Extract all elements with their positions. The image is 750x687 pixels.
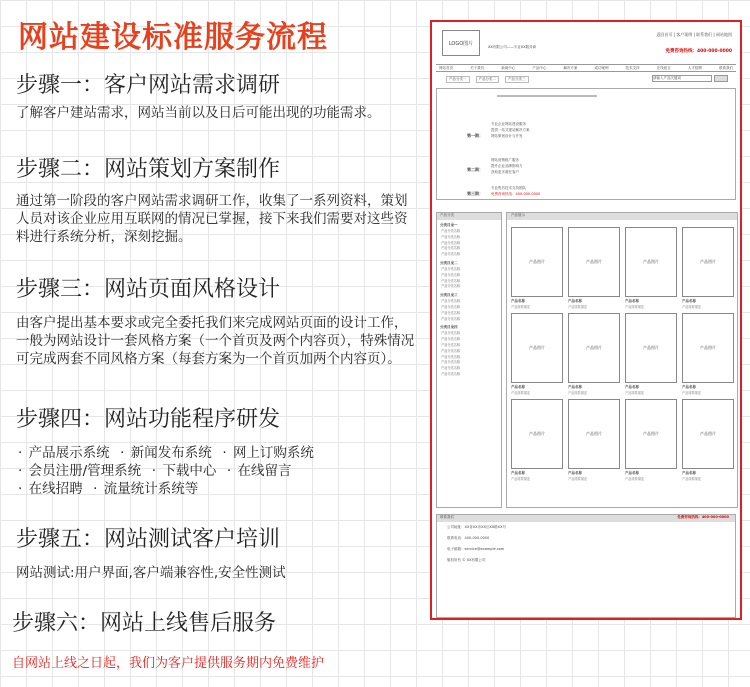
product-card xyxy=(568,227,620,309)
product-area-header: 产品展示 xyxy=(507,213,737,220)
banner-text xyxy=(491,185,540,197)
bullet-row xyxy=(18,480,418,498)
step4-heading: 步骤四：网站功能程序研发 xyxy=(16,407,281,432)
product-image: 产品图片 xyxy=(511,313,563,383)
footer-hotline: 免费咨询热线：400-000-0000 xyxy=(677,515,729,519)
product-name: 产品名称 xyxy=(682,299,696,303)
nav-item: 在线留言 xyxy=(656,65,671,70)
banner-step: 第一期： xyxy=(467,133,483,138)
step5-heading: 步骤五：网站测试客户培训 xyxy=(16,527,281,552)
product-card xyxy=(625,227,677,309)
sidebar-item: 产品分类名称 xyxy=(441,331,461,336)
step2-desc: 通过第一阶段的客户网站需求调研工作，收集了一系列资料，策划人员对该企业应用互联网的情况已掌握，接下来我们需要对这些资料进行系统分析，深刻挖掘。 xyxy=(16,193,408,245)
sidebar-group: 分类目录三 xyxy=(440,293,458,298)
nav-item: 网站首页 xyxy=(439,65,453,70)
bullet-item: 在线留言 xyxy=(237,463,292,479)
bullet-item: · xyxy=(218,445,231,461)
nav-item: 成功案例 xyxy=(594,65,609,70)
nav-item: 新闻中心 xyxy=(501,65,516,70)
logo-placeholder: LOGO图片 xyxy=(442,30,480,56)
product-name: 产品名称 xyxy=(511,385,525,389)
bullet-row xyxy=(18,444,418,462)
step3-heading: 步骤三：网站页面风格设计 xyxy=(16,277,281,302)
sidebar-item: 产品分类名称 xyxy=(441,316,461,321)
website-mockup xyxy=(430,20,742,620)
product-image: 产品图片 xyxy=(568,227,620,297)
product-image: 产品图片 xyxy=(568,399,620,469)
product-image: 产品图片 xyxy=(511,227,563,297)
product-desc: 产品简要描述 xyxy=(682,477,702,481)
product-desc: 产品简要描述 xyxy=(625,305,645,309)
product-name: 产品名称 xyxy=(568,471,582,475)
footer-title: 联系我们 xyxy=(440,515,454,519)
banner-text-line: 提供一站式建站解决方案 xyxy=(491,128,530,132)
subnav-item: 产品分类一 xyxy=(446,76,470,83)
nav-item: 人才招聘 xyxy=(687,65,702,70)
sidebar-group: 分类目录一 xyxy=(440,223,458,227)
step1-heading: 步骤一：客户网站需求调研 xyxy=(16,73,281,98)
sidebar-item: 产品分类名称 xyxy=(441,240,461,245)
product-image: 产品图片 xyxy=(511,399,563,469)
product-card xyxy=(682,227,734,309)
product-grid xyxy=(511,227,734,481)
banner-line xyxy=(497,95,597,97)
top-links: 返回首页 | 客户案例 | 联系我们 | 网站地图 xyxy=(656,32,732,37)
sidebar-group: 分类目录二 xyxy=(440,260,458,265)
banner-text-line: 专业企业网站建设服务 xyxy=(491,122,526,126)
step2-heading: 步骤二：网站策划方案制作 xyxy=(16,157,281,182)
banner-text-line: 网站营销推广服务 xyxy=(491,158,519,162)
product-sidebar xyxy=(436,212,502,508)
product-name: 产品名称 xyxy=(682,471,696,475)
product-card xyxy=(511,313,563,395)
sidebar-item: 产品分类名称 xyxy=(441,348,461,353)
product-area xyxy=(506,212,738,508)
bullet-item: · xyxy=(88,481,102,497)
banner-text-line: 免费咨询热线：400-000-0000 xyxy=(491,192,541,196)
sidebar-item: 产品分类名称 xyxy=(441,246,461,251)
hotline: 免费咨询热线：400-000-0000 xyxy=(665,49,732,54)
product-card xyxy=(625,399,677,481)
slogan: XX有限公司——专业XX服务商 xyxy=(488,45,537,49)
product-desc: 产品简要描述 xyxy=(568,305,588,309)
bullet-item: · xyxy=(222,463,236,479)
footer-line: 版权所有 © XX有限公司 xyxy=(447,558,486,562)
subnav-item: 产品分类三 xyxy=(505,76,529,83)
product-name: 产品名称 xyxy=(625,471,639,475)
footer-line: 公司地址：XX省XX市XX区XX路XX号 xyxy=(447,525,506,529)
bullet-row xyxy=(18,462,418,480)
banner xyxy=(436,88,736,200)
banner-text xyxy=(491,121,530,139)
sidebar-item: 产品分类名称 xyxy=(441,310,461,315)
banner-text-line: 提升企业品牌影响力 xyxy=(491,164,523,168)
product-name: 产品名称 xyxy=(682,385,696,389)
step5-desc: 网站测试:用户界面,客户端兼容性,安全性测试 xyxy=(16,565,286,581)
bullet-item: · xyxy=(147,463,161,479)
step3-desc: 由客户提出基本要求或完全委托我们来完成网站页面的设计工作，一般为网站设计一套风格方案（一个首页及两个内容页），特殊情况可完成两套不同风格方案（每套方案为一个首页加两个内容页）。 xyxy=(16,315,415,367)
bullet-item: · xyxy=(18,463,27,479)
product-name: 产品名称 xyxy=(568,299,582,303)
sidebar-item: 产品分类名称 xyxy=(441,266,461,271)
product-name: 产品名称 xyxy=(511,299,525,303)
nav-item: 联系我们 xyxy=(718,65,733,70)
product-image: 产品图片 xyxy=(625,399,677,469)
sidebar-item: 产品分类名称 xyxy=(441,304,461,309)
product-desc: 产品简要描述 xyxy=(511,391,531,395)
product-card xyxy=(568,399,620,481)
bullet-item: 流量统计系统等 xyxy=(103,481,199,497)
product-image: 产品图片 xyxy=(682,313,734,383)
banner-text-line: 获取更多潜在客户 xyxy=(491,170,519,174)
nav-item: 技术支持 xyxy=(625,65,640,70)
sidebar-item: 产品分类名称 xyxy=(441,360,461,365)
nav-item: 关于我们 xyxy=(470,65,485,70)
footer-header xyxy=(437,515,735,522)
bullet-item: · xyxy=(18,445,27,461)
step4-bullet-list xyxy=(18,444,418,498)
product-image: 产品图片 xyxy=(682,399,734,469)
banner-text xyxy=(491,157,523,175)
product-desc: 产品简要描述 xyxy=(625,477,645,481)
product-desc: 产品简要描述 xyxy=(682,391,702,395)
nav-item: 解决方案 xyxy=(563,65,578,70)
bullet-item: · xyxy=(18,481,27,497)
sidebar-item: 产品分类名称 xyxy=(441,354,461,359)
product-card xyxy=(682,399,734,481)
product-card xyxy=(625,313,677,395)
step1-desc: 了解客户建站需求，网站当前以及日后可能出现的功能需求。 xyxy=(16,105,381,121)
banner-step: 第二期： xyxy=(467,167,483,172)
product-desc: 产品简要描述 xyxy=(682,305,702,309)
step6-desc: 自网站上线之日起，我们为客户提供服务期内免费维护 xyxy=(12,656,325,671)
bullet-item: 新闻发布系统 xyxy=(130,445,212,461)
banner-step: 第三期： xyxy=(467,191,483,196)
bullet-item: 在线招聘 xyxy=(28,481,83,497)
banner-text-line: 专业售后技术支持团队 xyxy=(491,186,526,190)
step6-heading: 步骤六：网站上线售后服务 xyxy=(12,611,277,636)
product-name: 产品名称 xyxy=(511,471,525,475)
page-title: 网站建设标准服务流程 xyxy=(18,20,328,55)
nav-item: 产品中心 xyxy=(532,65,547,70)
product-image: 产品图片 xyxy=(625,313,677,383)
product-name: 产品名称 xyxy=(568,385,582,389)
product-card xyxy=(511,227,563,309)
product-desc: 产品简要描述 xyxy=(568,391,588,395)
product-desc: 产品简要描述 xyxy=(568,477,588,481)
sidebar-item: 产品分类名称 xyxy=(441,252,461,257)
product-image: 产品图片 xyxy=(568,313,620,383)
search-button xyxy=(714,75,728,82)
main-nav xyxy=(436,64,736,72)
sidebar-item: 产品分类名称 xyxy=(441,366,461,371)
sub-nav xyxy=(446,76,529,83)
sidebar-item: 产品分类名称 xyxy=(441,337,461,342)
subnav-item: 产品分类二 xyxy=(476,76,500,83)
product-image: 产品图片 xyxy=(625,227,677,297)
sidebar-item: 产品分类名称 xyxy=(441,272,461,277)
search-input: 请输入产品关键词 xyxy=(652,75,712,82)
product-card xyxy=(682,313,734,395)
sidebar-item: 产品分类名称 xyxy=(441,229,461,233)
sidebar-item: 产品分类名称 xyxy=(441,299,461,304)
bullet-item: 会员注册/管理系统 xyxy=(28,463,142,479)
footer-line: 联系电话：400-000-0000 xyxy=(447,536,490,540)
footer-block xyxy=(436,514,736,618)
product-name: 产品名称 xyxy=(625,299,639,303)
sidebar-header: 产品分类 xyxy=(437,213,501,220)
sidebar-group: 分类目录四 xyxy=(440,325,458,330)
footer-line: 电子邮箱：service@example.com xyxy=(447,547,505,551)
product-desc: 产品简要描述 xyxy=(625,391,645,395)
bullet-item: 产品展示系统 xyxy=(28,445,110,461)
product-name: 产品名称 xyxy=(625,385,639,389)
banner-text-line: 网站策划设计与开发 xyxy=(491,134,523,138)
sidebar-item: 产品分类名称 xyxy=(441,284,461,289)
product-desc: 产品简要描述 xyxy=(511,477,531,481)
sidebar-item: 产品分类名称 xyxy=(441,371,461,376)
bullet-item: 网上订购系统 xyxy=(232,445,314,461)
sidebar-item: 产品分类名称 xyxy=(441,342,461,347)
bullet-item: 下载中心 xyxy=(162,463,217,479)
sidebar-item: 产品分类名称 xyxy=(441,234,461,239)
sidebar-item: 产品分类名称 xyxy=(441,278,461,283)
bullet-item: · xyxy=(115,445,129,461)
product-card xyxy=(511,399,563,481)
product-desc: 产品简要描述 xyxy=(511,305,531,309)
product-card xyxy=(568,313,620,395)
product-image: 产品图片 xyxy=(682,227,734,297)
